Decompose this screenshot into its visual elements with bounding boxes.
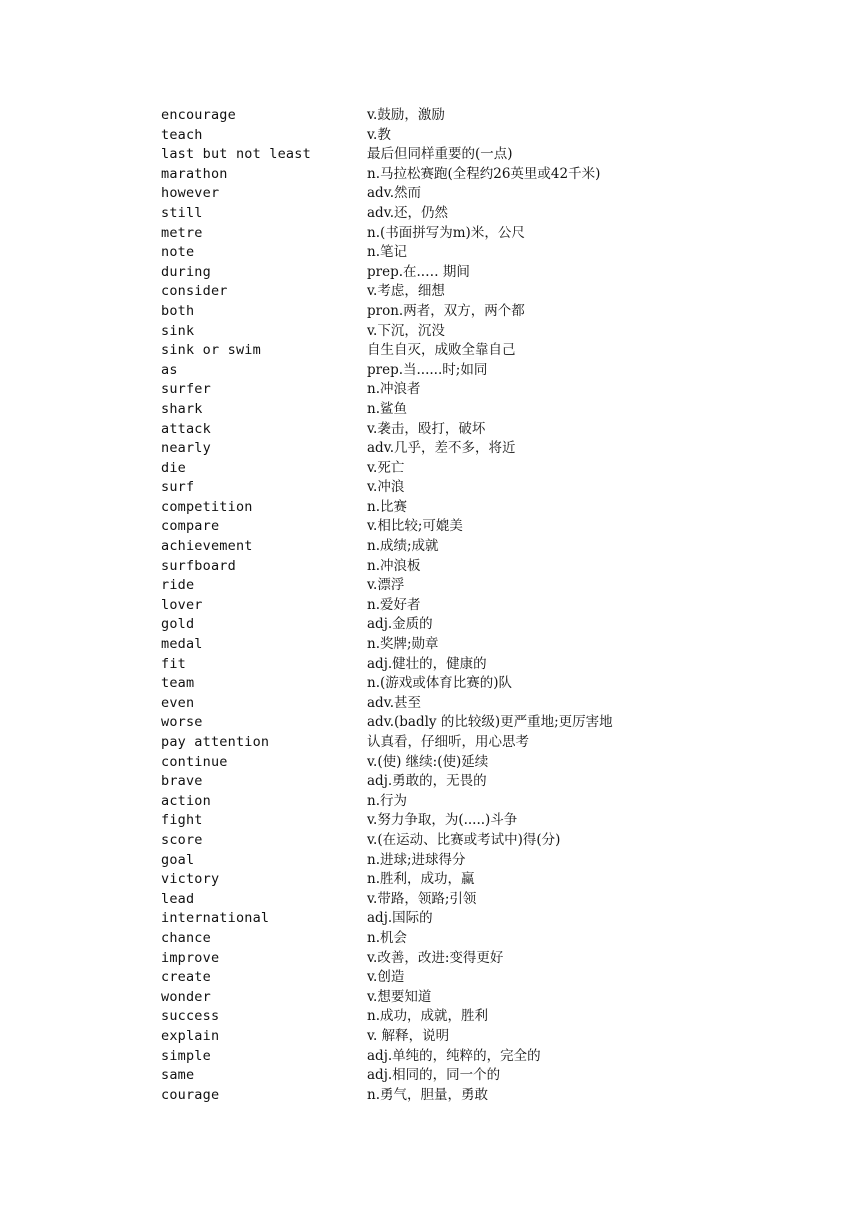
vocab-entry xyxy=(161,909,781,929)
vocab-word: even xyxy=(161,694,195,711)
vocab-word: last but not least xyxy=(161,146,311,163)
vocab-entry xyxy=(161,439,781,459)
vocab-meaning: adv.几乎，差不多，将近 xyxy=(367,440,516,457)
vocab-entry xyxy=(161,772,781,792)
vocabulary-list xyxy=(161,106,781,1105)
vocab-word: attack xyxy=(161,420,211,437)
vocab-meaning: adj.单纯的，纯粹的，完全的 xyxy=(367,1047,541,1064)
vocab-entry xyxy=(161,968,781,988)
vocab-entry xyxy=(161,1027,781,1047)
vocab-meaning: v.努力争取，为(.....)斗争 xyxy=(367,812,518,829)
vocab-word: pay attention xyxy=(161,734,270,750)
vocab-word: surfboard xyxy=(161,557,236,574)
vocab-word: teach xyxy=(161,126,203,143)
vocab-entry xyxy=(161,459,781,479)
vocab-word: sink xyxy=(161,322,195,339)
vocab-meaning: adj.国际的 xyxy=(367,910,433,927)
vocab-meaning: v.漂浮 xyxy=(367,577,405,594)
vocab-word: competition xyxy=(161,498,253,515)
vocab-word: courage xyxy=(161,1086,220,1103)
vocab-meaning: n.成功，成就，胜利 xyxy=(367,1008,488,1025)
vocab-entry xyxy=(161,400,781,420)
vocab-word: surf xyxy=(161,479,195,496)
vocab-word: wonder xyxy=(161,988,211,1005)
vocab-entry xyxy=(161,890,781,910)
vocab-word: action xyxy=(161,792,211,809)
vocab-meaning: adj.相同的，同一个的 xyxy=(367,1067,501,1084)
vocab-word: brave xyxy=(161,773,203,790)
vocab-meaning: n.比赛 xyxy=(367,498,407,515)
vocab-word: explain xyxy=(161,1027,220,1044)
vocab-entry xyxy=(161,380,781,400)
vocab-meaning: v.(使) 继续:(使)延续 xyxy=(367,753,489,770)
vocab-word: create xyxy=(161,969,211,986)
vocab-word: encourage xyxy=(161,107,236,123)
vocab-word: same xyxy=(161,1067,195,1084)
vocab-entry xyxy=(161,282,781,302)
vocab-word: improve xyxy=(161,949,220,966)
vocab-word: during xyxy=(161,263,211,280)
vocab-entry xyxy=(161,1007,781,1027)
vocab-entry xyxy=(161,811,781,831)
vocab-meaning: adj.勇敢的，无畏的 xyxy=(367,773,487,790)
vocab-meaning: v.死亡 xyxy=(367,459,405,476)
vocab-meaning: v.创造 xyxy=(367,969,405,986)
vocab-entry xyxy=(161,165,781,185)
vocab-word: shark xyxy=(161,400,203,417)
vocab-meaning: v.冲浪 xyxy=(367,479,405,496)
vocab-entry xyxy=(161,243,781,263)
vocab-word: worse xyxy=(161,714,203,731)
vocab-entry xyxy=(161,204,781,224)
vocab-meaning: n.冲浪板 xyxy=(367,557,421,574)
vocab-word: sink or swim xyxy=(161,342,261,359)
vocab-word: nearly xyxy=(161,440,211,457)
vocab-word: compare xyxy=(161,518,220,535)
vocab-entry xyxy=(161,224,781,244)
vocab-word: however xyxy=(161,185,220,202)
vocab-entry xyxy=(161,498,781,518)
vocab-meaning: n.(游戏或体育比赛的)队 xyxy=(367,675,513,692)
vocab-word: still xyxy=(161,204,203,221)
vocab-entry xyxy=(161,517,781,537)
vocab-word: ride xyxy=(161,577,195,594)
vocab-word: goal xyxy=(161,851,195,868)
vocab-word: fit xyxy=(161,655,186,672)
vocab-meaning: v.教 xyxy=(367,126,391,143)
vocab-word: consider xyxy=(161,283,228,300)
vocab-word: medal xyxy=(161,636,203,653)
vocab-entry xyxy=(161,184,781,204)
vocab-meaning: v.(在运动、比赛或考试中)得(分) xyxy=(367,831,561,848)
vocab-meaning: n.胜利，成功，赢 xyxy=(367,871,475,888)
vocab-meaning: n.鲨鱼 xyxy=(367,400,407,417)
vocab-meaning: v.相比较;可媲美 xyxy=(367,518,463,535)
vocab-entry xyxy=(161,302,781,322)
vocab-word: as xyxy=(161,361,178,378)
vocab-meaning: n.行为 xyxy=(367,792,407,809)
vocab-meaning: n.勇气，胆量，勇敢 xyxy=(367,1086,488,1103)
vocab-meaning: v.考虑，细想 xyxy=(367,283,445,300)
vocab-word: gold xyxy=(161,616,195,633)
vocab-word: achievement xyxy=(161,538,253,555)
vocab-entry xyxy=(161,322,781,342)
vocab-entry xyxy=(161,537,781,557)
vocab-entry xyxy=(161,792,781,812)
vocab-word: surfer xyxy=(161,381,211,398)
vocab-word: note xyxy=(161,244,195,261)
vocab-word: chance xyxy=(161,929,211,946)
vocab-entry xyxy=(161,1086,781,1106)
vocab-entry xyxy=(161,929,781,949)
vocab-meaning: 自生自灭，成败全靠自己 xyxy=(367,342,516,359)
vocab-word: lover xyxy=(161,596,203,613)
vocab-meaning: v.袭击，殴打，破坏 xyxy=(367,420,486,437)
vocab-meaning: 认真看，仔细听，用心思考 xyxy=(367,734,529,750)
vocab-entry xyxy=(161,145,781,165)
vocab-entry xyxy=(161,949,781,969)
vocab-meaning: n.成绩;成就 xyxy=(367,538,439,555)
vocab-meaning: prep.当......时;如同 xyxy=(367,361,488,378)
vocab-entry xyxy=(161,361,781,381)
vocab-word: metre xyxy=(161,224,203,241)
vocab-word: simple xyxy=(161,1047,211,1064)
vocab-entry xyxy=(161,106,781,126)
vocab-meaning: n.(书面拼写为m)米，公尺 xyxy=(367,224,525,241)
vocab-entry xyxy=(161,733,781,753)
vocab-entry xyxy=(161,988,781,1008)
vocab-meaning: pron.两者，双方，两个都 xyxy=(367,302,525,319)
vocab-meaning: v. 解释，说明 xyxy=(367,1027,450,1044)
vocab-entry xyxy=(161,694,781,714)
vocab-entry xyxy=(161,341,781,361)
vocab-meaning: n.奖牌;勋章 xyxy=(367,636,439,653)
vocab-meaning: n.冲浪者 xyxy=(367,381,421,398)
vocab-entry xyxy=(161,126,781,146)
vocab-entry xyxy=(161,420,781,440)
vocab-meaning: n.机会 xyxy=(367,929,407,946)
vocab-meaning: prep.在..… 期间 xyxy=(367,263,470,280)
vocab-entry xyxy=(161,596,781,616)
vocab-meaning: n.爱好者 xyxy=(367,596,421,613)
vocab-entry xyxy=(161,263,781,283)
vocab-entry xyxy=(161,635,781,655)
vocab-meaning: adv.还，仍然 xyxy=(367,204,449,221)
vocab-entry xyxy=(161,576,781,596)
vocab-meaning: n.马拉松赛跑(全程约26英里或42千米) xyxy=(367,165,601,182)
vocab-word: marathon xyxy=(161,165,228,182)
vocab-word: team xyxy=(161,675,195,692)
vocab-entry xyxy=(161,713,781,733)
vocab-meaning: adj.金质的 xyxy=(367,616,433,633)
vocab-meaning: n.笔记 xyxy=(367,244,407,261)
vocab-entry xyxy=(161,655,781,675)
vocab-word: die xyxy=(161,459,186,476)
vocab-meaning: 最后但同样重要的(一点) xyxy=(367,146,513,163)
vocab-word: victory xyxy=(161,871,220,888)
vocab-word: both xyxy=(161,302,195,319)
vocab-meaning: v.想要知道 xyxy=(367,988,432,1005)
vocab-entry xyxy=(161,870,781,890)
vocab-entry xyxy=(161,674,781,694)
vocab-entry xyxy=(161,831,781,851)
vocab-meaning: adv.甚至 xyxy=(367,694,422,711)
vocab-entry xyxy=(161,1047,781,1067)
vocab-entry xyxy=(161,753,781,773)
vocab-entry xyxy=(161,851,781,871)
vocab-entry xyxy=(161,478,781,498)
vocab-word: lead xyxy=(161,890,195,907)
vocab-entry xyxy=(161,615,781,635)
vocab-meaning: v.改善，改进:变得更好 xyxy=(367,949,504,966)
vocab-word: score xyxy=(161,831,203,848)
vocab-word: international xyxy=(161,910,270,927)
vocab-meaning: v.下沉，沉没 xyxy=(367,322,445,339)
vocab-entry xyxy=(161,557,781,577)
vocab-meaning: adj.健壮的，健康的 xyxy=(367,655,487,672)
vocab-meaning: n.进球;进球得分 xyxy=(367,851,466,868)
vocab-word: continue xyxy=(161,753,228,770)
vocab-entry xyxy=(161,1066,781,1086)
vocab-meaning: adv.然而 xyxy=(367,185,422,202)
vocab-word: fight xyxy=(161,812,203,829)
vocab-meaning: adv.(badly 的比较级)更严重地;更厉害地 xyxy=(367,714,613,731)
vocab-meaning: v.带路，领路;引领 xyxy=(367,890,477,907)
vocab-word: success xyxy=(161,1008,220,1025)
vocab-meaning: v.鼓励，激励 xyxy=(367,107,445,123)
